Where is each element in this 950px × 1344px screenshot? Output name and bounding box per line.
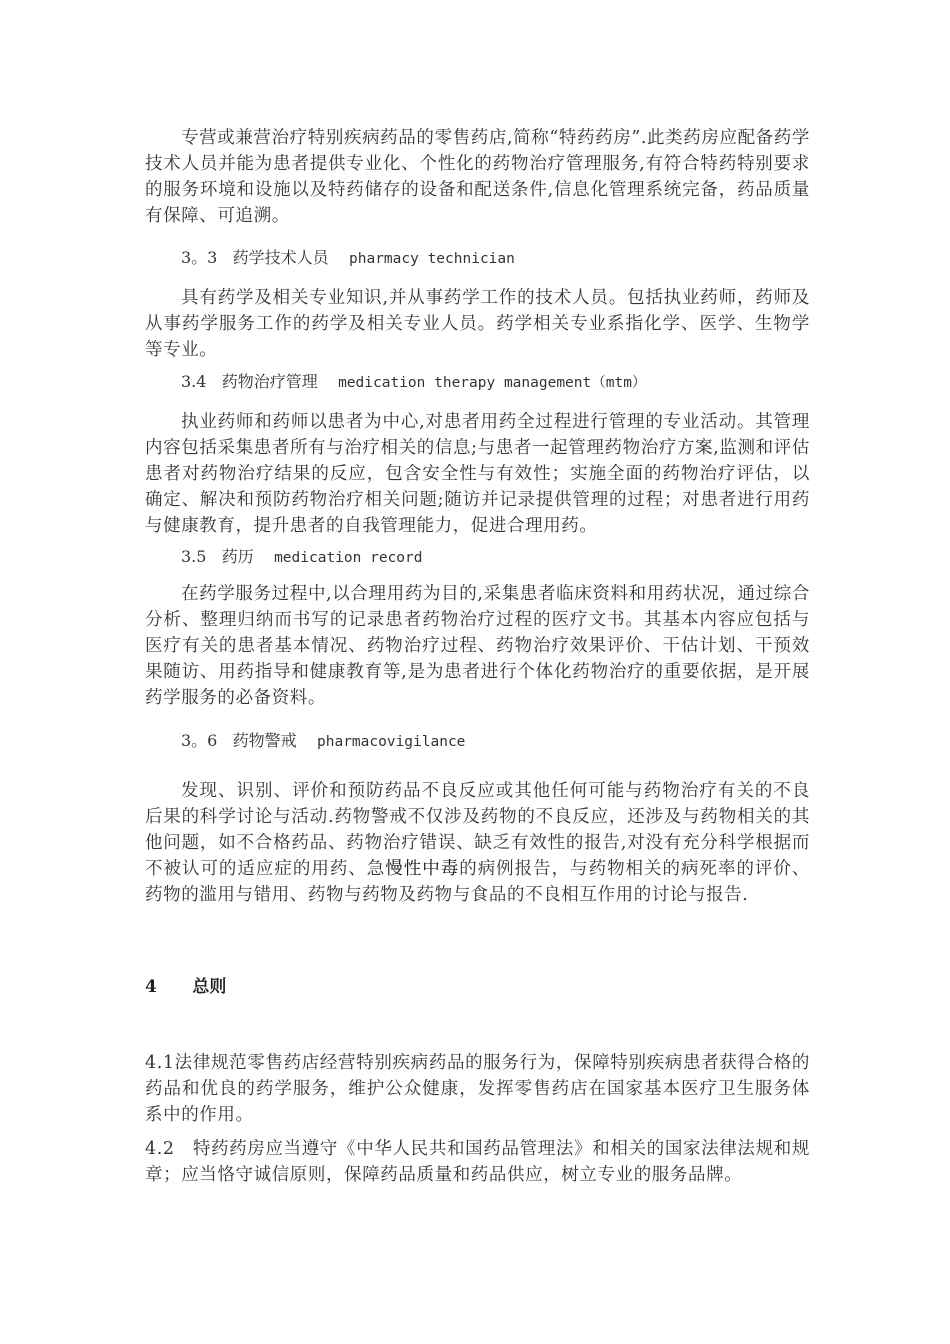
section-4-heading <box>145 976 226 998</box>
paragraph-pharmacy-technician: 具有药学及相关专业知识,并从事药学工作的技术人员。包括执业药师，药师及从事药学服务工作的药学及相关专业人员。药学相关专业系指化学、医学、生物学等专业。 <box>145 288 810 360</box>
paragraph-pharmacovigilance <box>145 778 810 908</box>
heading-title: 药学技术人员 <box>232 248 329 267</box>
paragraph-4-2: 4.2 特药药房应当遵守《中华人民共和国药品管理法》和相关的国家法律法规和规章；应当恪守诚信原则，保障药品质量和药品供应，树立专业的服务品牌。 <box>145 1139 810 1185</box>
paragraph-special-pharmacy-definition: 专营或兼营治疗特别疾病药品的零售药店,简称“特药药房”.此类药房应配备药学技术人员并能为患者提供专业化、个性化的药物治疗管理服务,有符合特药特别要求的服务环境和设施以及特药储存的设备和配送条件,信息化管理系统完备，药品质量有保障、可追溯。 <box>145 128 810 226</box>
heading-english: medication therapy management（mtm） <box>338 375 647 391</box>
section-title: 总则 <box>192 977 227 997</box>
heading-title: 药物警戒 <box>232 731 297 750</box>
heading-english: pharmacovigilance <box>317 734 466 750</box>
heading-english: medication record <box>274 550 423 566</box>
heading-number: 3。6 <box>181 731 218 750</box>
paragraph-text: 发现、识别、评价和预防药品不良反应或其他任何可能与药物治疗有关的不良后果的科学讨论与活动.药物警戒不仅涉及药物的不良反应，还涉及与药物相关的其他问题，如不合格药品、药物治疗错误、缺乏有效性的报告,对没有充分科学根据而不被认可的适应症的用药、急 <box>145 781 810 879</box>
heading-number: 3.5 <box>181 547 207 566</box>
heading-number: 3。3 <box>181 248 218 267</box>
paragraph-medication-record: 在药学服务过程中,以合理用药为目的,采集患者临床资料和用药状况，通过综合分析、整理归纳而书写的记录患者药物治疗过程的医疗文书。其基本内容应包括与医疗有关的患者基本情况、药物治疗过程、药物治疗效果评价、干估计划、干预效果随访、用药指导和健康教育等,是为患者进行个体化药物治疗的重要依据，是开展药学服务的必备资料。 <box>145 584 810 708</box>
paragraph-medication-therapy-management: 执业药师和药师以患者为中心,对患者用药全过程进行管理的专业活动。其管理内容包括采集患者所有与治疗相关的信息;与患者一起管理药物治疗方案,监测和评估患者对药物治疗结果的反应，包含安全性与有效性；实施全面的药物治疗评估，以确定、解决和预防药物治疗相关问题;随访并记录提供管理的过程；对患者进行用药与健康教育，提升患者的自我管理能力，促进合理用药。 <box>145 412 810 536</box>
heading-3-6 <box>181 730 465 753</box>
heading-3-5 <box>181 546 422 569</box>
chronic-poisoning-link[interactable]: 慢性中毒 <box>385 859 460 879</box>
heading-english: pharmacy technician <box>349 251 515 267</box>
heading-number: 3.4 <box>181 372 207 391</box>
heading-3-4 <box>181 371 646 394</box>
heading-3-3 <box>181 247 515 270</box>
paragraph-4-1: 4.1法律规范零售药店经营特别疾病药品的服务行为，保障特别疾病患者获得合格的药品和优良的药学服务，维护公众健康，发挥零售药店在国家基本医疗卫生服务体系中的作用。 <box>145 1053 810 1125</box>
section-number: 4 <box>145 977 157 997</box>
heading-title: 药物治疗管理 <box>221 372 318 391</box>
heading-title: 药历 <box>221 547 254 566</box>
paragraph-text: 的病例报告，与药物相关的病死率的评价、药物的滥用与错用、药物与药物及药物与食品的不良相互作用的讨论与报告. <box>145 859 810 905</box>
